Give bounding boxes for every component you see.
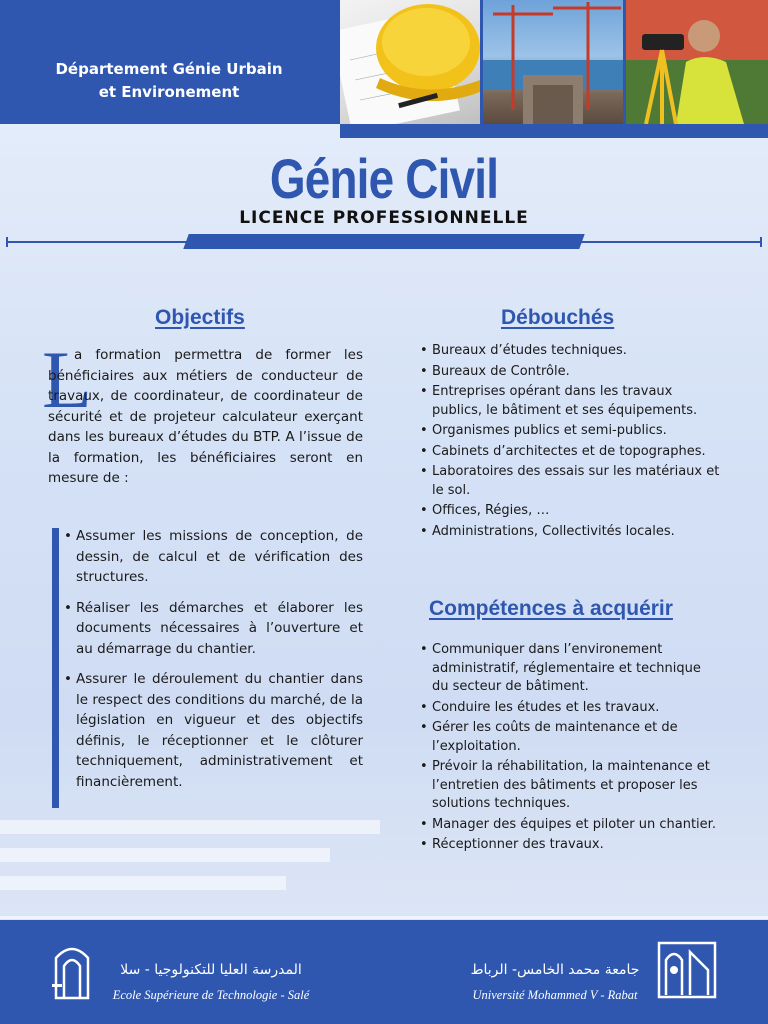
title-rule-cap-left <box>6 237 8 247</box>
page-title: Génie Civil <box>269 147 499 210</box>
page-subtitle: LICENCE PROFESSIONNELLE <box>239 208 529 228</box>
hard-hat-plans-photo <box>340 0 480 124</box>
dropcap-letter: L <box>42 334 93 425</box>
list-item: • Entreprises opérant dans les travaux publics, le bâtiment et ses équipements. <box>420 383 720 420</box>
list-item: • Communiquer dans l’environement administratif, réglementaire et technique du secteur de bâtiment. <box>420 641 720 697</box>
construction-cranes-photo <box>483 0 623 124</box>
list-item: • Conduire les études et les travaux. <box>420 699 720 718</box>
competences-list <box>420 641 720 857</box>
competences-heading: Compétences à acquérir <box>429 597 673 620</box>
debouches-heading: Débouchés <box>501 306 615 329</box>
footer-divider <box>0 916 768 919</box>
um5-french-name: Université Mohammed V - Rabat <box>472 988 638 1002</box>
surveyor-photo <box>626 0 768 124</box>
list-item: • Réaliser les démarches et élaborer les documents nécessaires à l’ouverture et au démarrage du chantier. <box>64 598 363 660</box>
list-item: • Cabinets d’architectes et de topographes. <box>420 443 720 462</box>
list-item: • Prévoir la réhabilitation, la maintenance et l’entretien des bâtiments et proposer les solutions techniques. <box>420 758 720 814</box>
est-arabic-name: المدرسة العليا للتكنولوجيا - سلا <box>120 962 302 978</box>
list-item: • Laboratoires des essais sur les matériaux et le sol. <box>420 463 720 500</box>
list-item: • Assurer le déroulement du chantier dans le respect des conditions du marché, de la législation en vigueur et des objectifs définis, le réceptionner et le clôturer techniquement, administrativement et financièrement. <box>64 669 363 792</box>
objectifs-heading: Objectifs <box>155 306 245 329</box>
decor-streak <box>0 876 286 890</box>
title-bar <box>183 234 584 249</box>
list-item: • Offices, Régies, … <box>420 502 720 521</box>
list-item: • Administrations, Collectivités locales. <box>420 523 720 542</box>
list-item: • Réceptionner des travaux. <box>420 836 720 855</box>
objectifs-accent-bar <box>52 528 59 808</box>
est-logo-icon <box>50 940 94 1000</box>
header-photo-strip <box>340 0 768 138</box>
debouches-list <box>420 342 720 543</box>
objectifs-intro: a formation permettra de former les bénéficiaires aux métiers de conducteur de travaux, de coordinateur, de coordinateur de sécurité et de projeteur calculateur exerçant dans les bureaux d’études du BTP. A l’issue de la formation, les bénéficiaires seront en mesure de : <box>48 347 363 486</box>
list-item: • Organismes publics et semi-publics. <box>420 422 720 441</box>
decor-streak <box>0 848 330 862</box>
um5-logo-icon <box>656 940 718 1000</box>
title-rule-cap-right <box>760 237 762 247</box>
est-french-name: Ecole Supérieure de Technologie - Salé <box>112 988 310 1002</box>
list-item: • Manager des équipes et piloter un chantier. <box>420 816 720 835</box>
list-item: • Gérer les coûts de maintenance et de l’exploitation. <box>420 719 720 756</box>
um5-arabic-name: جامعة محمد الخامس- الرباط <box>470 962 640 978</box>
decor-streak <box>0 820 380 834</box>
objectifs-list <box>64 526 363 802</box>
department-name: Département Génie Urbain et Environement <box>55 60 283 101</box>
list-item: • Bureaux de Contrôle. <box>420 363 720 382</box>
list-item: • Bureaux d’études techniques. <box>420 342 720 361</box>
list-item: • Assumer les missions de conception, de dessin, de calcul et de vérification des structures. <box>64 526 363 588</box>
